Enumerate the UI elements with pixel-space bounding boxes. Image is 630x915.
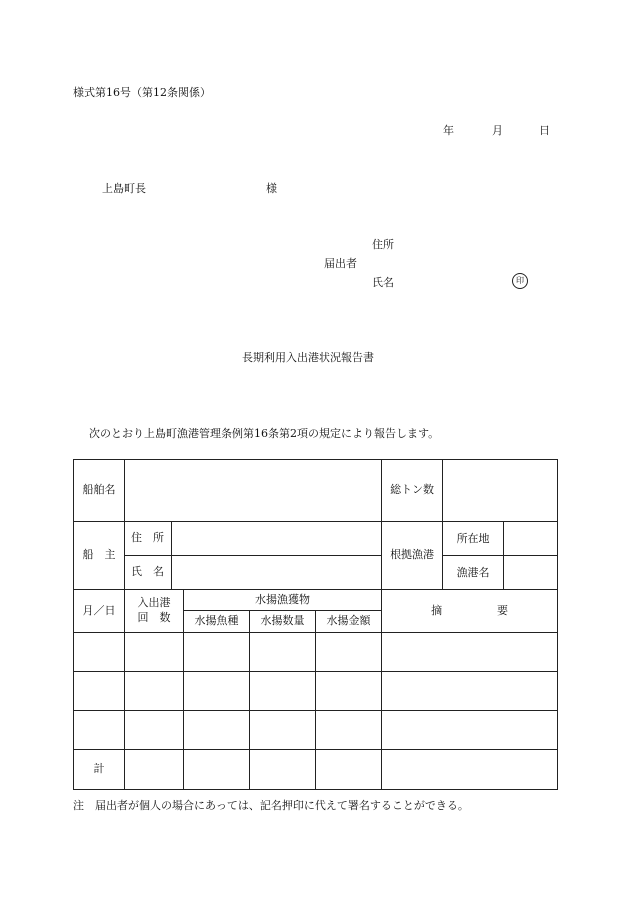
- location-label: 所在地: [443, 522, 504, 555]
- catch-header: 水揚漁獲物: [184, 590, 382, 611]
- table-row: [74, 633, 558, 672]
- remarks-header: 摘 要: [382, 590, 558, 633]
- gross-tonnage-value: [443, 460, 558, 522]
- footnote: 注 届出者が個人の場合にあっては、記名押印に代えて署名することができる。: [73, 799, 469, 812]
- location-value: [504, 522, 557, 555]
- applicant-address-label: 住所: [372, 238, 394, 251]
- catch-quantity-header: 水揚数量: [250, 611, 316, 633]
- gross-tonnage-label: 総トン数: [382, 460, 443, 522]
- form-number: 様式第16号（第12条関係）: [73, 86, 211, 99]
- catch-species-header: 水揚魚種: [184, 611, 250, 633]
- honorific: 様: [266, 182, 277, 195]
- owner-address-value: [172, 522, 382, 556]
- intro-text: 次のとおり上島町漁港管理条例第16条第2項の規定により報告します。: [89, 427, 440, 440]
- month-day-header: 月／日: [74, 590, 125, 633]
- total-label: 計: [74, 750, 125, 790]
- owner-name-value: [172, 556, 382, 590]
- home-port-name-cell: [443, 556, 558, 590]
- catch-amount-header: 水揚金額: [316, 611, 382, 633]
- home-port-label: 根拠漁港: [382, 522, 443, 590]
- owner-label: 船 主: [74, 522, 125, 590]
- home-port-location-cell: [443, 522, 558, 556]
- addressee: 上島町長: [102, 182, 146, 195]
- vessel-name-value: [125, 460, 382, 522]
- table-row: [74, 711, 558, 750]
- date-day: 日: [539, 124, 550, 137]
- entries-header: [125, 590, 184, 633]
- total-row: [74, 750, 558, 790]
- date-year: 年: [443, 124, 454, 137]
- report-table: [73, 459, 558, 790]
- port-name-value: [504, 556, 557, 589]
- entries-header-line1: 入出港: [137, 596, 171, 610]
- owner-address-label: 住 所: [125, 522, 172, 556]
- applicant-name-label: 氏名: [372, 276, 394, 289]
- owner-name-label: 氏 名: [125, 556, 172, 590]
- document-title: 長期利用入出港状況報告書: [242, 351, 374, 364]
- applicant-filer-label: 届出者: [324, 257, 357, 270]
- entries-header-line2: 回 数: [137, 611, 171, 624]
- table-row: [74, 672, 558, 711]
- vessel-name-label: 船舶名: [74, 460, 125, 522]
- port-name-label: 漁港名: [443, 556, 504, 589]
- date-month: 月: [492, 124, 503, 137]
- seal-mark: 印: [512, 273, 528, 289]
